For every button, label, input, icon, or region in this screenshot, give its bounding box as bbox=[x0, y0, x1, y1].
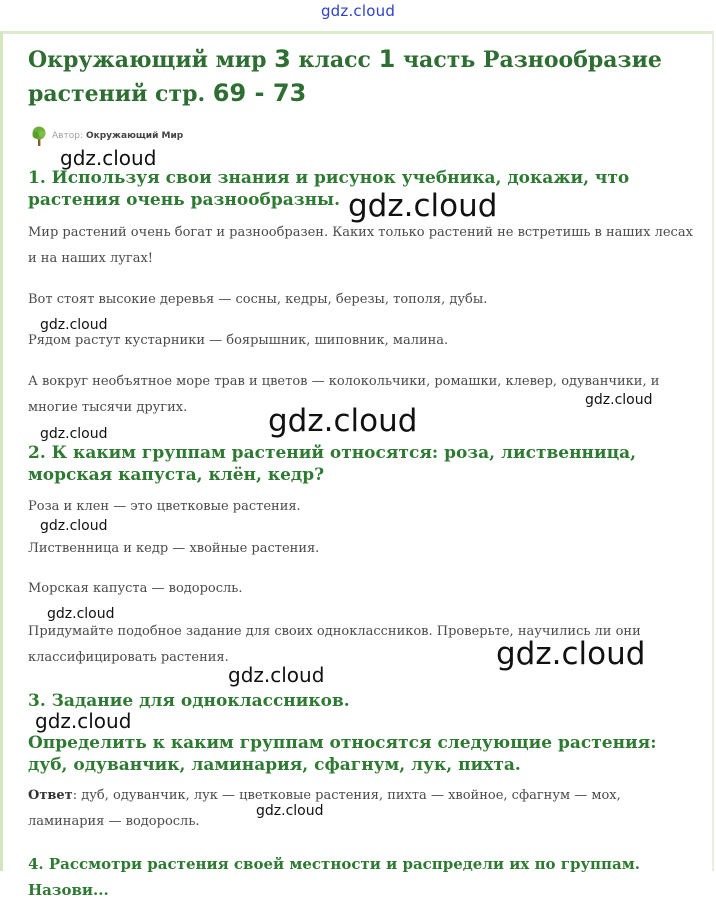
watermark: gdz.cloud bbox=[496, 636, 646, 672]
site-watermark-top: gdz.cloud bbox=[320, 2, 396, 20]
question-3: 3. Задание для одноклассников. bbox=[28, 691, 350, 711]
watermark: gdz.cloud bbox=[35, 709, 132, 733]
answer-3-text: : дуб, одуванчик, лук — цветковые растения, пихта — хвойное, сфагнум — мох, ламинария — водоросль. bbox=[28, 788, 621, 829]
watermark: gdz.cloud bbox=[47, 606, 115, 622]
watermark: gdz.cloud bbox=[348, 188, 498, 224]
watermark: gdz.cloud bbox=[268, 403, 418, 439]
answer-1-para-3: Рядом растут кустарники — боярышник, шиповник, малина. bbox=[28, 333, 449, 348]
answer-2-para-1: Роза и клен — это цветковые растения. bbox=[28, 499, 301, 514]
answer-2-para-2: Лиственница и кедр — хвойные растения. bbox=[28, 541, 320, 556]
page-title: Окружающий мир 3 класс 1 часть Разнообразие растений стр. 69 - 73 bbox=[28, 45, 662, 107]
watermark: gdz.cloud bbox=[256, 803, 324, 819]
tree-icon bbox=[30, 126, 48, 146]
question-1: 1. Используя свои знания и рисунок учебника, докажи, что растения очень разнообразны. bbox=[28, 168, 630, 210]
watermark: gdz.cloud bbox=[40, 518, 108, 534]
question-2: 2. К каким группам растений относятся: роза, лиственница, морская капуста, клён, кедр? bbox=[28, 443, 637, 485]
answer-2-para-4: Придумайте подобное задание для своих одноклассников. Проверьте, научились ли они классифицировать растения. bbox=[28, 624, 641, 665]
answer-1-para-2: Вот стоят высокие деревья — сосны, кедры, березы, тополя, дубы. bbox=[28, 292, 488, 307]
question-3-task: Определить к каким группам относятся следующие растения: дуб, одуванчик, ламинария, сфагнум, лук, пихта. bbox=[28, 733, 657, 775]
answer-label: Ответ bbox=[28, 788, 73, 803]
watermark: gdz.cloud bbox=[40, 317, 108, 333]
answer-3 bbox=[28, 783, 698, 835]
question-4-cut: 4. Рассмотри растения своей местности и распредели их по группам. Назови... bbox=[28, 855, 640, 899]
watermark: gdz.cloud bbox=[40, 426, 108, 442]
watermark: gdz.cloud bbox=[60, 146, 157, 170]
watermark: gdz.cloud bbox=[585, 392, 653, 408]
author-line bbox=[30, 126, 183, 146]
author-label: Автор: bbox=[52, 131, 83, 141]
answer-2-para-3: Морская капуста — водоросль. bbox=[28, 581, 243, 596]
watermark: gdz.cloud bbox=[228, 663, 325, 687]
answer-1-para-4: А вокруг необъятное море трав и цветов — колокольчики, ромашки, клевер, одуванчики, и многие тысячи других. bbox=[28, 374, 660, 415]
author-name[interactable]: Окружающий Мир bbox=[85, 131, 184, 141]
answer-1-para-1: Мир растений очень богат и разнообразен. Каких только растений не встретишь в наших лесах и на наших лугах! bbox=[28, 225, 693, 266]
